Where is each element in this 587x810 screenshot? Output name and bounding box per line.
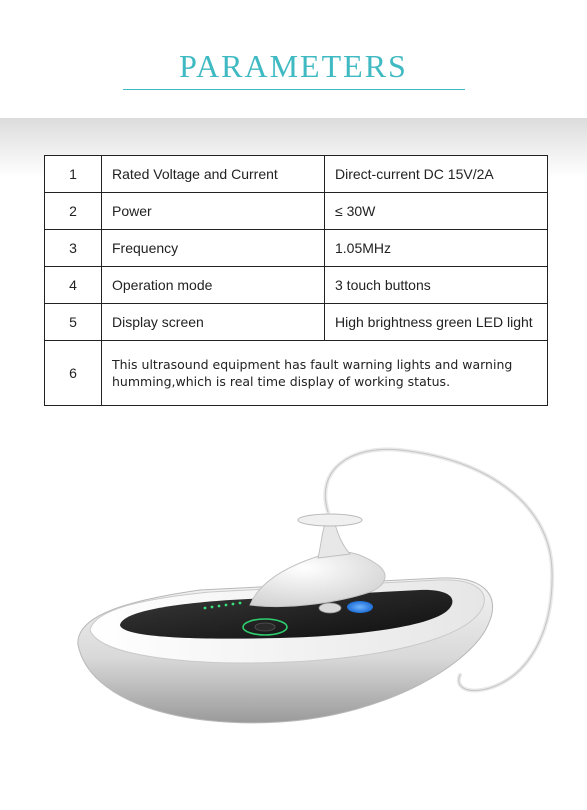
table-row bbox=[45, 304, 548, 341]
parameter-value: Direct-current DC 15V/2A bbox=[325, 156, 548, 193]
table-row bbox=[45, 156, 548, 193]
parameter-label: Operation mode bbox=[102, 267, 325, 304]
parameter-value: High brightness green LED light bbox=[325, 304, 548, 341]
parameter-value: 1.05MHz bbox=[325, 230, 548, 267]
touch-button-blue bbox=[347, 601, 373, 613]
row-number: 1 bbox=[45, 156, 102, 193]
parameter-description: This ultrasound equipment has fault warning lights and warning humming,which is real time display of working status. bbox=[102, 341, 548, 406]
parameter-label: Rated Voltage and Current bbox=[102, 156, 325, 193]
row-number: 6 bbox=[45, 341, 102, 406]
table-row bbox=[45, 341, 548, 406]
handpiece-tip bbox=[298, 514, 362, 526]
table-row bbox=[45, 193, 548, 230]
title-underline bbox=[123, 89, 465, 90]
row-number: 4 bbox=[45, 267, 102, 304]
parameter-label: Power bbox=[102, 193, 325, 230]
touch-button bbox=[319, 603, 341, 613]
table-row bbox=[45, 267, 548, 304]
row-number: 3 bbox=[45, 230, 102, 267]
parameter-label: Frequency bbox=[102, 230, 325, 267]
row-number: 2 bbox=[45, 193, 102, 230]
parameter-value: 3 touch buttons bbox=[325, 267, 548, 304]
table-row bbox=[45, 230, 548, 267]
parameter-label: Display screen bbox=[102, 304, 325, 341]
row-number: 5 bbox=[45, 304, 102, 341]
page-title: PARAMETERS bbox=[179, 48, 408, 84]
parameter-value: ≤ 30W bbox=[325, 193, 548, 230]
ultrasound-device-image bbox=[60, 440, 570, 740]
parameters-table bbox=[44, 155, 548, 406]
